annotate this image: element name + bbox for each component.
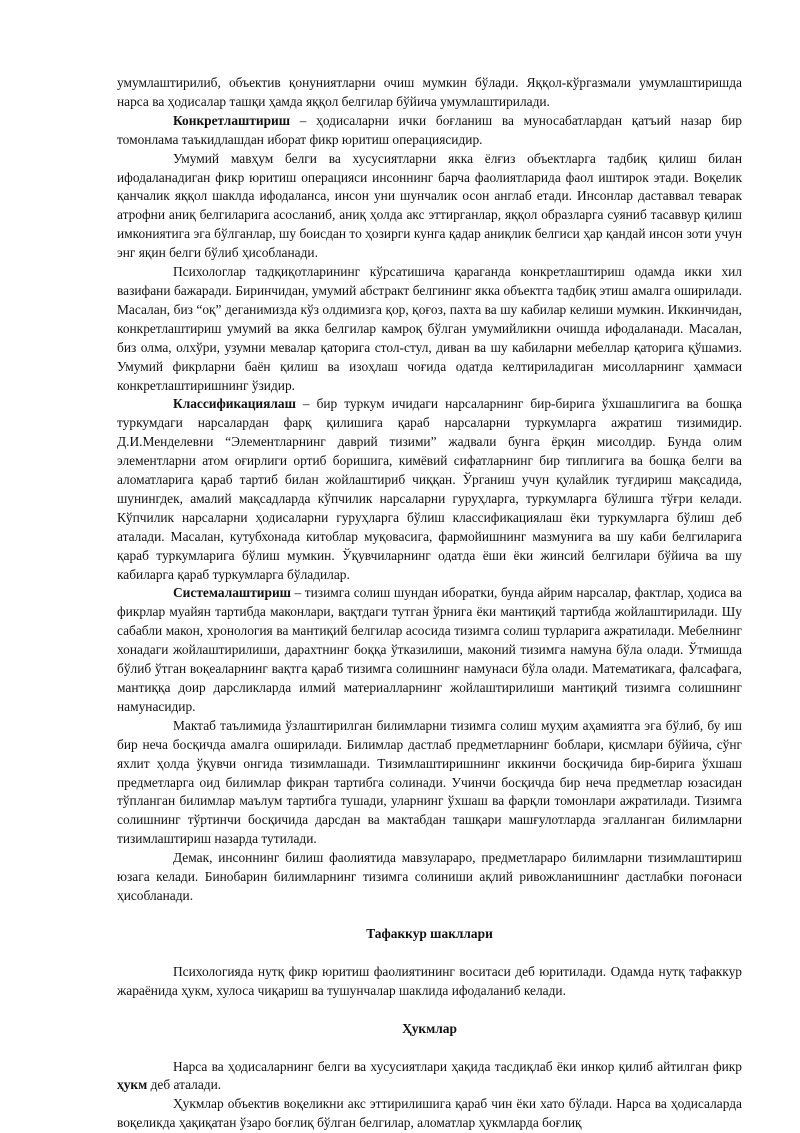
paragraph-systematization (117, 584, 742, 716)
paragraph-7: Мактаб таълимида ўзлаштирилган билимларни тизимга солиш муҳим аҳамиятга эга бўлиб, бу иш бир неча босқичда амалга оширилади. Билимлар дастлаб предметларнинг боблари, қисмлари бўйича, сўнг яхлит ҳолда ўқувчи онгида тизимлашади. Тизимлаштиришнинг иккинчи босқичида бир-бирига ўхшаш предметларга оид билимлар фикран тартибга солинади. Учинчи босқичда бир неча предметлар юзасидан тўпланган билимлар маълум тартибга тушади, уларнинг ўхшаш ва фарқли томонлари ажратилади. Тизимга солишнинг тўртинчи босқичида дарсдан ва мактабдан ташқари машғулотларда эгалланган билимларни тизимлаштириш назарда тутилади. (117, 717, 742, 847)
term-classification: Классификациялаш (173, 396, 296, 412)
term-judgment: ҳукм (117, 1077, 148, 1093)
section-heading-judgments: Ҳукмлар (402, 1020, 457, 1036)
term-systematization: Системалаштириш (173, 585, 291, 601)
paragraph-text: Нарса ва ҳодисаларнинг белги ва хусусиятлари ҳақида тасдиқлаб ёки инкор қилиб айтилган фикр (173, 1058, 742, 1074)
section-heading-thinking-forms: Тафаккур шакллари (366, 925, 493, 941)
paragraph-11: Ҳукмлар объектив воқеликни акс эттирилишига қараб чин ёки хато бўлади. Нарса ва ҳодисаларда воқеликда ҳақиқатан ўзаро боғлиқ бўлган белгилар, аломатлар ҳукмларда боғлиқ (117, 1096, 742, 1131)
paragraph-text: – бир туркум ичидаги нарсаларнинг бир-бирига ўхшашлигига ва бошқа туркумдаги нарсалардан фарқ қилишига қараб нарсаларни туркумларга ажратиш тизимидир. Д.И.Менделевни “Элементларнинг даврий тизими” жадвали бунга ёрқин мисолдир. Бунда олим элементларни атом оғирлиги ортиб боришига, кимёвий сифатларнинг бир типлигига ва бошқа белги ва аломатларига қараб тартиб билан жойлаштириб чиққан. Ўрганиш учун қулайлик туғдириш мақсадида, шунингдек, амалий мақсадларда кўпчилик нарсаларни гуруҳларга, туркумларга бўлишга тўғри келади. Кўпчилик нарсаларни ҳодисаларни гуруҳларга бўлиш классификациялаш ёки туркумларга бўлиш деб аталади. Масалан, кутубхонада китоблар муқовасига, фармойишнинг мазмунига ва шу каби белгиларига қараб туркумларига бўлиш мумкин. Ўқувчиларнинг одатда ёши ёки жинсий белгилари бўйича ва шу кабиларга қараб туркумларга бўладилар. (117, 396, 742, 582)
paragraph-9: Психологияда нутқ фикр юритиш фаолиятининг воситаси деб юритилади. Одамда нутқ тафаккур жараёнида ҳукм, хулоса чиқариш ва тушунчалар шаклида ифодаланиб келади. (117, 963, 742, 998)
paragraph-classification (117, 395, 742, 584)
paragraph-text: – тизимга солиш шундан иборатки, бунда айрим нарсалар, фактлар, ҳодиса ва фикрлар муайян тартибда маконлари, вақтдаги тутган ўрнига ёки мантиқий тартибда жойлаштирилади. Шу сабабли макон, хронология ва мантиқий белгилар асосида тизимга солиш турларига ажратилади. Мебелнинг хонадаги жойлаштирилиши, дарахтнинг боққа ўтказилиши, маконий тизимга намуна бўла олади. Ўтмишда бўлиб ўтган воқеаларнинг вақтга қараб тизимга солишнинг намунаси бўла олади. Математикага, фалсафага, мантиққа доир дарсликларда илмий материалларнинг жойлаштирилиши мантиқий тизимга солишнинг намунасидир. (117, 585, 742, 714)
paragraph-text: деб аталади. (147, 1077, 222, 1093)
paragraph-3: Умумий мавҳум белги ва хусусиятларни якка ёлғиз объектларга тадбиқ қилиш билан ифодаланадиган фикр юритиш операцияси инсоннинг барча фаолиятларида фаол иштирок этади. Воқелик қанчалик яққол шаклда ифодаланса, инсон уни шунчалик осон англаб етади. Инсонлар даставвал теварак атрофни аниқ белгиларига асосланиб, аниқ ҳолда акс эттирганлар, яққол образларга суяниб тасаввур қилиш имкониятига эга бўлганлар, шу боисдан то ҳозирги кунга қадар аниқлик белгиси ҳар қандай инсон зоти учун энг яқин белги бўлиб ҳисобланади. (117, 150, 742, 261)
paragraph-4: Психологлар тадқиқотларининг кўрсатишича қараганда конкретлаштириш одамда икки хил вазифани бажаради. Биринчидан, умумий абстракт белгининг якка объектга тадбиқ этиш амалга оширилади. Масалан, биз “оқ” деганимизда кўз олдимизга қор, қоғоз, пахта ва шу кабилар келиши мумкин. Иккинчидан, конкретлаштириш умумий ва якка белгилар камроқ бўлган умумийликни очишда ифодаланади. Масалан, биз олма, олхўри, узумни мевалар қаторига стол-стул, диван ва шу кабиларни мебеллар қаторига қўшамиз. Умумий фикрларни баён қилиш ва изоҳлаш чоғида одатда келтириладиган мисолларнинг ҳаммаси конкретлаштиришнинг ўзидир. (117, 264, 742, 393)
paragraph-1: умумлаштирилиб, объектив қонуниятларни очиш мумкин бўлади. Яққол-кўргазмали умумлаштиришда нарса ва ҳодисалар ташқи ҳамда яққол белгилар бўйича умумлаштирилади. (117, 75, 742, 109)
paragraph-text: – ҳодисаларни ички боғланиш ва муносабатлардан қатъий назар бир томонлама таъкидлашдан иборат фикр юритиш операциясидир. (117, 112, 742, 147)
term-concretization: Конкретлаштириш (173, 112, 291, 128)
paragraph-concretization (117, 112, 742, 150)
document-page (117, 74, 742, 1133)
paragraph-judgment-definition (117, 1058, 742, 1096)
paragraph-8: Демак, инсоннинг билиш фаолиятида мавзулараро, предметлараро билимларни тизимлаштириш юзага келади. Бинобарин билимларнинг тизимга солиниши ақлий ривожланишнинг дастлабки поғонаси ҳисобланади. (117, 850, 742, 903)
